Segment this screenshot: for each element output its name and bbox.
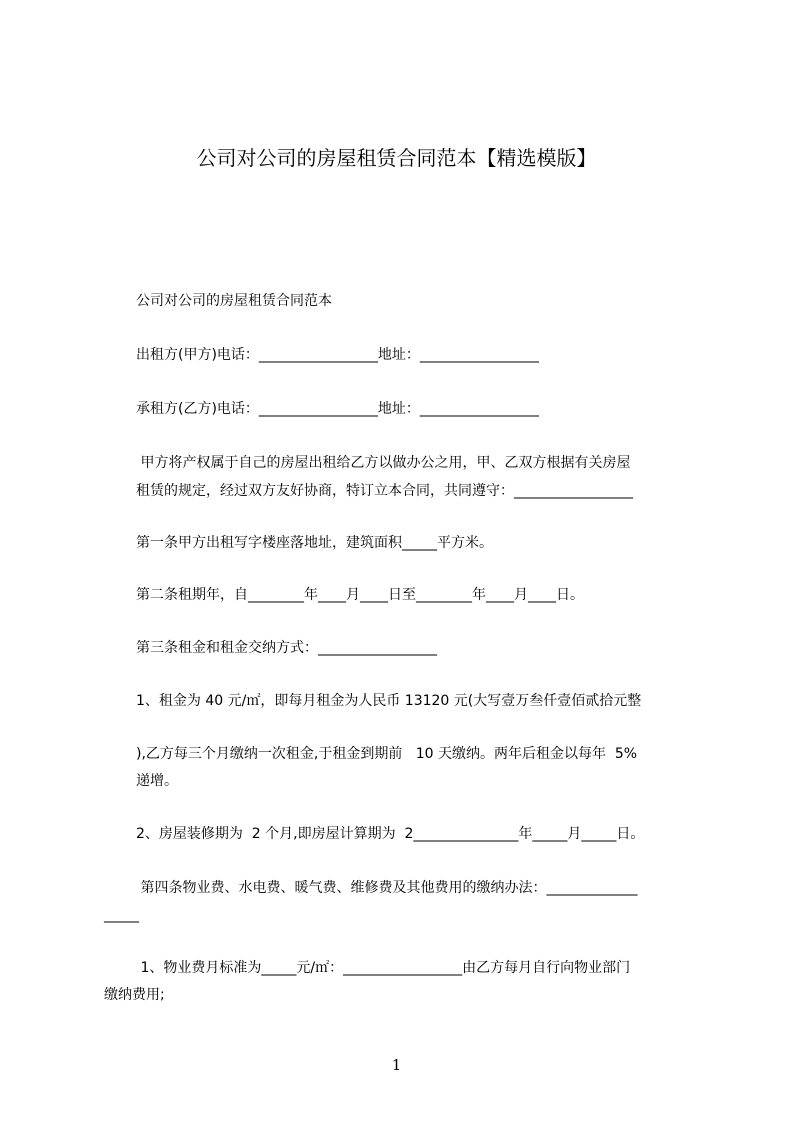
article-2: 第二条租期年，自________年____月____日至________年____月____日。 <box>136 587 584 603</box>
item-3-1-line-2: ),乙方每三个月缴纳一次租金,于租金到期前 10 天缴纳。两年后租金以每年 5% <box>136 746 638 762</box>
item-3-1-line-1: 1、租金为 40 元/㎡，即每月租金为人民币 13120 元(大写壹万叁仟壹佰贰拾元整 <box>136 693 642 709</box>
article-1: 第一条甲方出租写字楼座落地址，建筑面积_____平方米。 <box>136 535 493 551</box>
article-4-line-2: _____ <box>104 907 139 923</box>
party-b-line: 承租方(乙方)电话：_________________地址：_________________ <box>136 401 539 417</box>
item-4-1-line-2: 缴纳费用; <box>104 987 165 1003</box>
party-a-line: 出租方(甲方)电话：_________________地址：_________________ <box>136 347 539 363</box>
item-3-2: 2、房屋装修期为 2 个月,即房屋计算期为 2_______________年_____月_____日。 <box>136 826 645 842</box>
intro-paragraph-line-2: 租赁的规定，经过双方友好协商，特订立本合同，共同遵守：_________________ <box>136 483 633 499</box>
item-3-1-line-3: 递增。 <box>136 773 178 789</box>
contract-heading: 公司对公司的房屋租赁合同范本 <box>136 293 332 309</box>
document-title: 公司对公司的房屋租赁合同范本【精选模版】 <box>196 146 597 170</box>
article-4-line-1: 第四条物业费、水电费、暖气费、维修费及其他费用的缴纳办法：_____________ <box>136 880 638 896</box>
article-3: 第三条租金和租金交纳方式：_________________ <box>136 640 437 656</box>
page-number: 1 <box>391 1056 402 1074</box>
intro-paragraph-line-1: 甲方将产权属于自己的房屋出租给乙方以做办公之用，甲、乙双方根据有关房屋 <box>136 455 631 471</box>
item-4-1-line-1: 1、物业费月标准为_____元/㎡：_________________由乙方每月自行向物业部门 <box>136 960 631 976</box>
